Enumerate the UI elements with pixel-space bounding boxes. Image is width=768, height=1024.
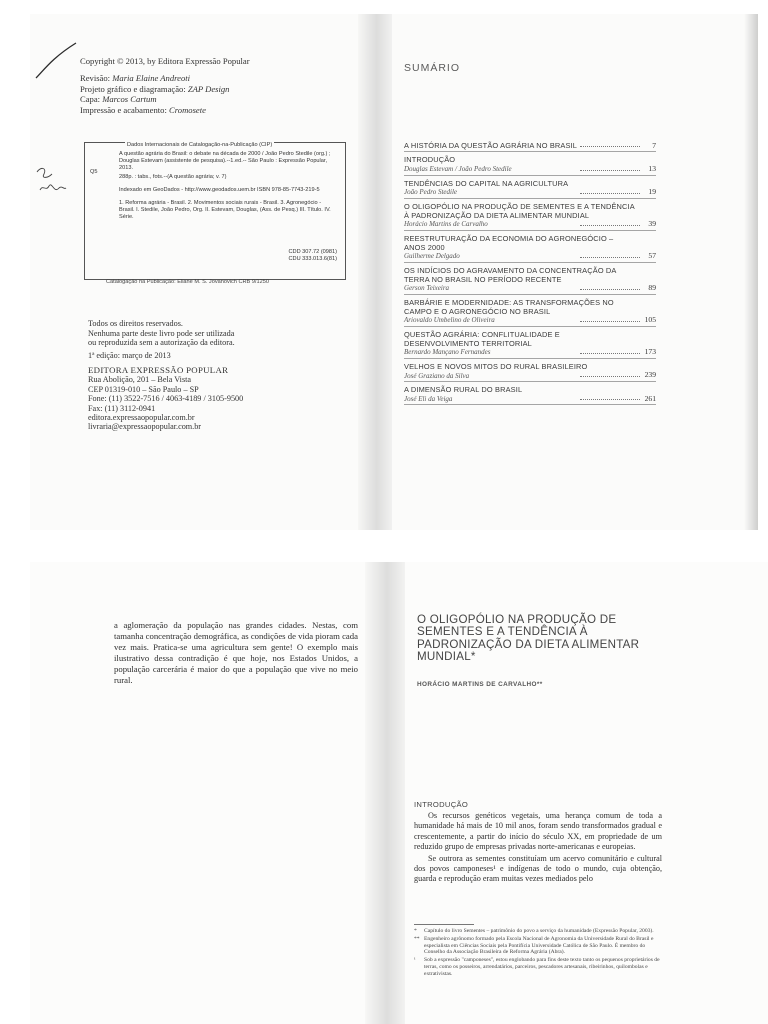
footnote-text: Sob a expressão "camponeses", estou englobando para fins deste texto tanto os pequenos proprietários de terras, como os posseiros, arrendatários, parceiros, pescadores artesanais, ribeirinhos, quilombolas e extrativistas. xyxy=(424,957,660,977)
toc-entry xyxy=(404,299,656,327)
page-edge-shadow xyxy=(744,14,758,530)
toc-dot-leader xyxy=(580,399,640,400)
cip-line: A questão agrária do Brasil: o debate na década de 2000 / João Pedro Stedile (org.) ; Douglas Estevam (assistente de pesquisa).--1.ed.-- São Paulo : Expressão Popular, 2013. xyxy=(119,151,331,171)
toc-entry-title: INTRODUÇÃO xyxy=(404,155,456,165)
toc-entry-title: A DIMENSÃO RURAL DO BRASIL xyxy=(404,385,523,394)
toc-entry-page: 105 xyxy=(644,315,656,325)
toc-entry-author: Guilherme Delgado xyxy=(404,252,460,261)
footnote-mark: ¹ xyxy=(414,957,416,964)
toc-entry-title: OS INDÍCIOS DO AGRAVAMENTO DA CONCENTRAÇÃO DA TERRA NO BRASIL NO PERÍODO RECENTE xyxy=(404,265,617,284)
handwritten-note-icon xyxy=(34,164,68,208)
footnote-mark: ** xyxy=(414,935,420,942)
toc-entry-page: 19 xyxy=(648,187,656,197)
toc-entry xyxy=(404,180,656,199)
publisher-line: CEP 01319-010 – São Paulo – SP xyxy=(88,384,199,394)
toc-entry-author: José Eli da Veiga xyxy=(404,394,453,403)
chapter-title: O OLIGOPÓLIO NA PRODUÇÃO DE SEMENTES E A TENDÊNCIA À PADRONIZAÇÃO DA DIETA ALIMENTAR MUNDIAL* xyxy=(417,613,640,664)
credit-line: Copyright © 2013, by Editora Expressão Popular xyxy=(80,56,250,66)
toc-entry-title: TENDÊNCIAS DO CAPITAL NA AGRICULTURA xyxy=(404,178,569,188)
footnote xyxy=(414,936,664,956)
toc-entry xyxy=(404,235,656,263)
cip-entries xyxy=(119,151,337,223)
publisher-line: editora.expressaopopular.com.br xyxy=(88,413,195,423)
toc-dot-leader xyxy=(580,225,640,226)
toc-dot-leader xyxy=(580,353,640,354)
cip-line: 1. Reforma agrária - Brasil. 2. Movimentos sociais rurais - Brasil. 3. Agronegócio - Brasil. I. Stedile, João Pedro, Org. II. Estevam, Douglas, (Ass. de Pesq.) III. Título. IV. Série. xyxy=(119,199,331,220)
footnote xyxy=(414,928,664,935)
publisher-line: livraria@expressaopopular.com.br xyxy=(88,422,202,432)
credit-line: Capa: Marcos Cartum xyxy=(80,94,157,105)
toc-dot-leader xyxy=(580,146,640,147)
toc-entry-title: QUESTÃO AGRÁRIA: CONFLITUALIDADE E DESENVOLVIMENTO TERRITORIAL xyxy=(404,329,560,348)
table-of-contents xyxy=(404,64,656,409)
toc-heading: SUMÁRIO xyxy=(404,62,461,74)
publisher-address xyxy=(88,366,328,432)
cdd-code: CDD 307.72 (0981) xyxy=(288,249,337,255)
book-gutter-shadow xyxy=(358,14,392,530)
toc-dot-leader xyxy=(580,376,640,377)
toc-entry-title: VELHOS E NOVOS MITOS DO RURAL BRASILEIRO xyxy=(404,361,588,371)
toc-entry-author: Douglas Estevam / João Pedro Stedile xyxy=(404,165,512,174)
footnote-mark: * xyxy=(414,928,417,934)
toc-entry-title: O OLIGOPÓLIO NA PRODUÇÃO DE SEMENTES E A TENDÊNCIA À PADRONIZAÇÃO DA DIETA ALIMENTAR MUNDIAL xyxy=(404,201,635,220)
toc-dot-leader xyxy=(580,193,640,194)
cdu-code: CDU 333.013.6(81) xyxy=(288,255,337,262)
publisher-name: EDITORA EXPRESSÃO POPULAR xyxy=(88,365,229,375)
cip-title: Dados Internacionais de Catalogação-na-Publicação (CIP) xyxy=(127,142,273,148)
footnotes xyxy=(414,928,664,979)
chapter-author: HORÁCIO MARTINS DE CARVALHO** xyxy=(417,681,543,688)
toc-entry-author: Ariovaldo Umbelino de Oliveira xyxy=(404,316,495,325)
toc-dot-leader xyxy=(580,170,640,171)
rights-line: ou reproduzida sem a autorização da editora. xyxy=(88,338,235,348)
toc-entry-page: 7 xyxy=(652,140,656,150)
previous-chapter-excerpt: a aglomeração da população nas grandes cidades. Nestas, com tamanha concentração demográfica, as condições de vida pioram cada vez mais. Pratica-se uma agricultura sem gente! O exemplo mais ilustrativo dessa contradição é que hoje, nos Estados Unidos, a população carcerária é maior do que a população que vive no meio rural. xyxy=(114,620,358,686)
toc-entry-page: 173 xyxy=(644,347,656,357)
credit-line: Impressão e acabamento: Cromosete xyxy=(80,104,206,115)
toc-entry xyxy=(404,363,656,382)
toc-entry-title: BARBÁRIE E MODERNIDADE: AS TRANSFORMAÇÕES NO CAMPO E O AGRONEGÓCIO NO BRASIL xyxy=(404,297,614,316)
copyright-credits xyxy=(80,56,350,115)
publisher-line: Rua Abolição, 201 – Bela Vista xyxy=(88,375,192,385)
pen-mark-icon xyxy=(34,40,78,80)
book-gutter-shadow xyxy=(365,562,405,1024)
cip-line: 288p. : tabs., fots.--(A questão agrária; v. 7) xyxy=(119,174,227,181)
toc-dot-leader xyxy=(580,257,640,258)
toc-entry xyxy=(404,267,656,295)
toc-entry-page: 57 xyxy=(648,251,656,261)
cip-cataloger: Catalogação na Publicação: Eliane M. S. Jovanovich CRB 9/1250 xyxy=(106,279,269,285)
footnote-separator xyxy=(414,924,474,925)
cip-line: Indexado em GeoDados - http://www.geodados.uem.br ISBN 978-85-7743-219-5 xyxy=(119,187,320,194)
section-heading: INTRODUÇÃO xyxy=(414,800,469,809)
toc-entry-author: José Graziano da Silva xyxy=(404,371,470,380)
toc-entry xyxy=(404,386,656,405)
toc-entry xyxy=(404,203,656,231)
toc-entry xyxy=(404,142,656,153)
toc-entry-page: 261 xyxy=(644,393,656,403)
toc-entry xyxy=(404,331,656,359)
toc-dot-leader xyxy=(580,289,640,290)
chapter-body-text xyxy=(414,811,662,886)
toc-entry-author: Horácio Martins de Carvalho xyxy=(404,220,488,229)
toc-entry-page: 89 xyxy=(648,283,656,293)
footnote-text: Capítulo do livro Sementes – patrimônio do povo a serviço da humanidade (Expressão Popular, 2003). xyxy=(424,928,654,934)
footnote xyxy=(414,957,664,977)
toc-entry-page: 13 xyxy=(648,164,656,173)
toc-entry-title: REESTRUTURAÇÃO DA ECONOMIA DO AGRONEGÓCIO – ANOS 2000 xyxy=(404,233,614,252)
toc-entry-author: Gerson Teixeira xyxy=(404,284,450,293)
paragraph: Os recursos genéticos vegetais, uma herança comum de toda a humanidade há mais de 10 mil anos, foram sendo transformados gradual e crescentemente, a partir do início do século XX, em propriedade de um reduzido grupo de empresas privadas norte-americanas e europeias. xyxy=(414,811,662,852)
edition-date: 1ª edição: março de 2013 xyxy=(88,351,171,360)
toc-entry xyxy=(404,156,656,175)
rights-notice xyxy=(88,319,328,348)
publisher-line: Fax: (11) 3112-0941 xyxy=(88,403,156,413)
paragraph: Se outrora as sementes constituíam um acervo comunitário e cultural dos povos camponeses¹ e indígenas de todo o mundo, cuja obtenção, guarda e reprodução eram muitas vezes mediados pelo xyxy=(414,853,662,884)
credit-line: Projeto gráfico e diagramação: ZAP Design xyxy=(80,83,230,94)
cip-classification xyxy=(288,249,337,263)
toc-entry-title: A HISTÓRIA DA QUESTÃO AGRÁRIA NO BRASIL xyxy=(404,140,578,150)
toc-entry-author: Bernardo Mançano Fernandes xyxy=(404,348,491,357)
toc-entry-page: 239 xyxy=(644,370,656,380)
cip-code: Q5 xyxy=(90,169,98,175)
publisher-line: Fone: (11) 3522-7516 / 4063-4189 / 3105-9500 xyxy=(88,394,244,404)
cip-catalog-box xyxy=(84,142,346,280)
rights-line: Todos os direitos reservados. xyxy=(88,319,183,328)
footnote-text: Engenheiro agrônomo formado pela Escola Nacional de Agronomia da Universidade Rural do Brasil e especialista em Ciências Sociais pela Pontifícia Universidade Católica de São Paulo. É membro do Conselho da Associação Brasileira de Reforma Agrária (Abra). xyxy=(424,935,654,956)
rights-line: Nenhuma parte deste livro pode ser utilizada xyxy=(88,328,235,338)
credit-line: Revisão: Maria Elaine Andreoti xyxy=(80,73,191,84)
toc-entry-page: 39 xyxy=(648,219,656,229)
toc-entry-author: João Pedro Stedile xyxy=(404,188,458,197)
toc-dot-leader xyxy=(580,321,640,322)
